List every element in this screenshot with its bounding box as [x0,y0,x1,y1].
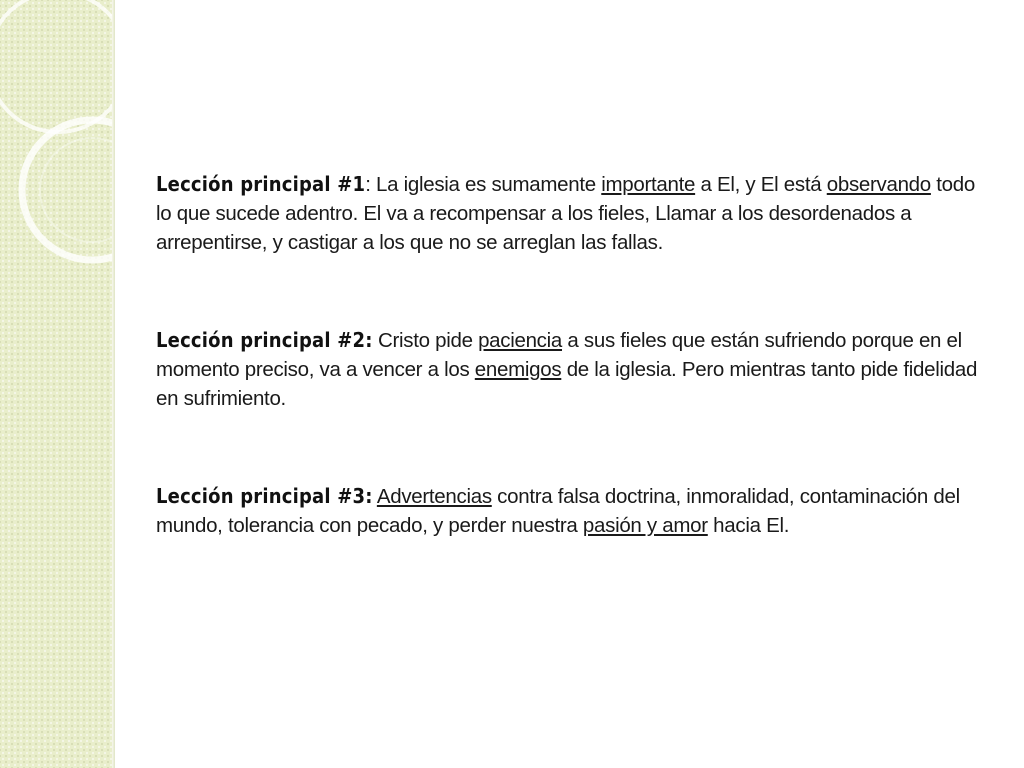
lesson-1-text: La iglesia es sumamente [370,173,602,196]
lesson-1-title: Lección principal #1 [156,172,366,196]
decorative-side-panel [0,0,112,768]
lesson-3-text: contra falsa doctrina, inmoralidad, contaminación del mundo, tolerancia con pecado, y perder nuestra [156,485,960,537]
side-panel-divider [112,0,115,768]
decorative-ring-top [0,0,112,132]
lesson-1-keyword: observando [826,173,931,196]
lesson-1-title-suffix: : [365,173,371,196]
lesson-3-keyword: pasión y amor [582,514,708,537]
decorative-ring-middle [22,120,112,260]
decorative-rings-graphic [0,0,112,300]
decorative-ring-inner [40,138,112,242]
lesson-1-keyword: importante [601,173,696,196]
lesson-3-keyword: Advertencias [376,485,492,508]
lesson-1-text: todo lo que sucede adentro. El va a recompensar a los fieles, Llamar a los desordenados a arrepentirse, y castigar a los que no se arreglan las fallas. [156,173,975,254]
lesson-3 [156,482,986,540]
lesson-1 [156,170,986,257]
lesson-2-title: Lección principal #2: [156,328,373,352]
lesson-1-text: a El, y El está [695,173,827,196]
lesson-3-title: Lección principal #3: [156,484,373,508]
lessons-content [156,170,986,609]
lesson-2-text: a sus fieles que están sufriendo porque en el momento preciso, va a vencer a los [156,329,962,381]
lesson-2-text: de la iglesia. Pero mientras tanto pide fidelidad en sufrimiento. [156,358,978,410]
lesson-2-keyword: enemigos [474,358,562,381]
lesson-2-keyword: paciencia [478,329,562,352]
lesson-2-text: Cristo pide [372,329,479,352]
lesson-3-text: hacia El. [707,514,790,537]
lesson-2 [156,326,986,413]
